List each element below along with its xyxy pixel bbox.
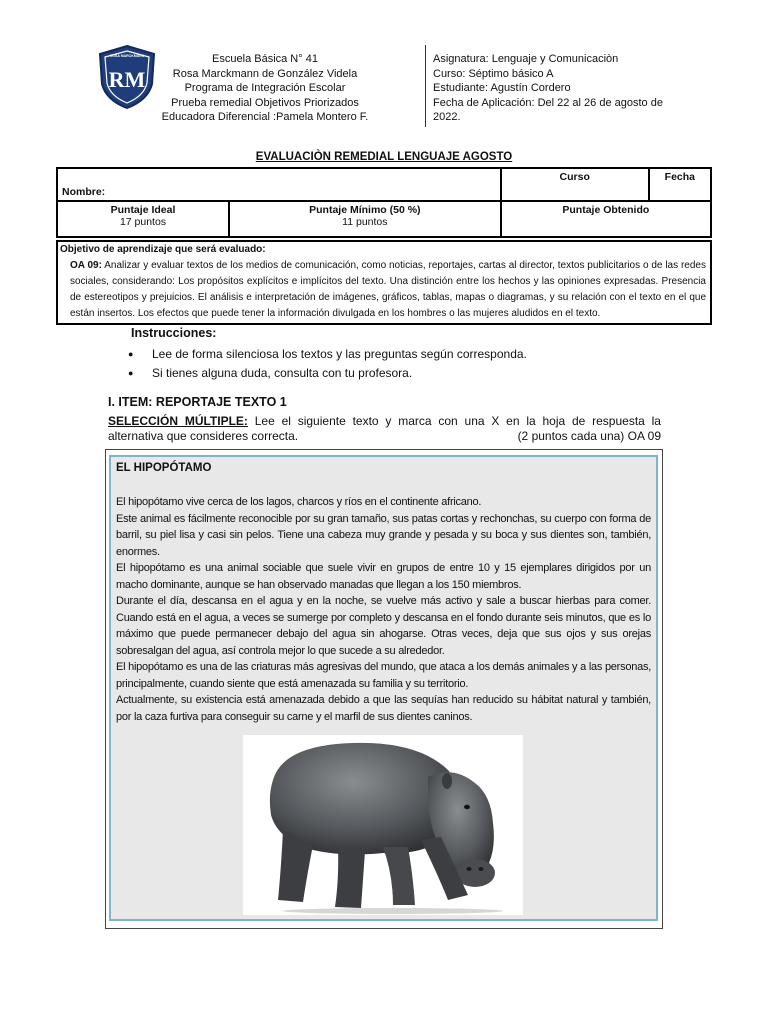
article-paragraph: Durante el día, descansa en el agua y en la noche, se vuelve más activo y sale a buscar hierbas para comer. Cuando está en el agua, a veces se sumerge por completo y descansa en el fondo durante seis minutos, que es lo máximo que puede permanecer debajo del agua sin ahogarse. Otras veces, deja que sus ojos y sus orejas sobresalgan del agua, así controla mejor lo que sucede a su alrededor. bbox=[116, 595, 651, 657]
course-cell[interactable] bbox=[501, 168, 649, 201]
school-line: Prueba remedial Objetivos Priorizados bbox=[171, 96, 359, 109]
course-label: Curso bbox=[559, 171, 590, 183]
student-info-table bbox=[56, 167, 712, 238]
obtained-score-label: Puntaje Obtenido bbox=[562, 204, 650, 216]
name-label: Nombre: bbox=[62, 186, 106, 198]
header-divider bbox=[425, 45, 426, 127]
article-paragraph: El hipopótamo es una de las criaturas más agresivas del mundo, que ataca a los demás animales y a las personas, principalmente, cuando siente que está amenazada su familia y su territorio. bbox=[116, 661, 651, 690]
selection-points: (2 puntos cada una) OA 09 bbox=[517, 429, 661, 443]
school-line: Escuela Básica N° 41 bbox=[212, 53, 318, 65]
student-line: Estudiante: Agustín Cordero bbox=[433, 82, 571, 94]
ideal-score-label: Puntaje Ideal bbox=[110, 204, 176, 216]
instruction-item: ● Si tienes alguna duda, consulta con tu profesora. bbox=[128, 364, 527, 383]
school-logo bbox=[96, 44, 158, 110]
instructions-list bbox=[128, 345, 527, 383]
learning-objective-box bbox=[56, 240, 712, 325]
selection-text: Lee el siguiente texto y marca con una X en la hoja de respuesta la alternativa que consideres correcta. bbox=[108, 414, 661, 443]
instruction-item: ● Lee de forma silenciosa los textos y las preguntas según corresponda. bbox=[128, 345, 527, 364]
date-label: Fecha bbox=[664, 171, 696, 183]
school-line: Rosa Marckmann de González Videla bbox=[172, 67, 358, 80]
ideal-score-cell bbox=[57, 201, 229, 237]
subject-info bbox=[433, 52, 663, 125]
instructions-title: Instrucciones: bbox=[131, 326, 217, 340]
min-score-cell bbox=[229, 201, 501, 237]
article-title: EL HIPOPÓTAMO bbox=[116, 462, 212, 474]
min-score-value: 11 puntos bbox=[342, 216, 388, 228]
article-body bbox=[116, 494, 651, 725]
selection-instructions bbox=[108, 414, 661, 444]
subject-line: Asignatura: Lenguaje y Comunicaciòn bbox=[433, 53, 619, 65]
school-line: Educadora Diferencial :Pamela Montero F. bbox=[161, 111, 369, 123]
selection-label: SELECCIÓN MÚLTIPLE: bbox=[108, 414, 248, 428]
article-paragraph: Actualmente, su existencia está amenazada debido a que las sequías han reducido su hábitat natural y también, por la caza furtiva para conseguir su carne y el marfil de sus dientes caninos. bbox=[116, 694, 651, 723]
article-paragraph: Este animal es fácilmente reconocible por su gran tamaño, sus patas cortas y rechonchas, su cuerpo con forma de barril, su piel lisa y casi sin pelos. Tiene una cabeza muy grande y pesada y su boca y sus dientes son, también, enormes. bbox=[116, 512, 651, 558]
article-paragraph: El hipopótamo es una animal sociable que suele vivir en grupos de entre 10 y 15 ejemplares dirigidos por un macho dominante, aunque se han observado manadas que llegan a los 150 miembros. bbox=[116, 562, 651, 591]
evaluation-title: EVALUACIÒN REMEDIAL LENGUAJE AGOSTO bbox=[255, 151, 513, 163]
hippopotamus-photo bbox=[243, 735, 523, 915]
ideal-score-value: 17 puntos bbox=[119, 216, 167, 228]
logo-arc-text: ROSA MARCKMANN bbox=[109, 54, 145, 58]
item-title: I. ITEM: REPORTAJE TEXTO 1 bbox=[108, 395, 287, 409]
objective-title: Objetivo de aprendizaje que será evaluado: bbox=[60, 244, 266, 255]
article-paragraph: El hipopótamo vive cerca de los lagos, charcos y ríos en el continente africano. bbox=[116, 496, 482, 508]
school-info bbox=[160, 52, 370, 125]
objective-text: Analizar y evaluar textos de los medios de comunicación, como noticias, reportajes, cartas al director, textos publicitarios o de las redes sociales, considerando: Los propósitos explícitos e implícitos del texto. Una distinción entre los hechos y las opiniones expresadas. Presencia de estereotipos y prejuicios. El análisis e interpretación de imágenes, gráficos, tablas, mapas o diagramas, y su relación con el texto en el que están insertos. Los efectos que puede tener la información divulgada en los hombres o las mujeres aludidos en el texto. bbox=[70, 260, 706, 319]
svg-text:RM: RM bbox=[108, 67, 146, 92]
date-cell[interactable] bbox=[649, 168, 711, 201]
school-line: Programa de Integración Escolar bbox=[184, 82, 346, 94]
course-line: Curso: Séptimo básico A bbox=[433, 67, 554, 80]
name-cell[interactable] bbox=[57, 168, 501, 201]
objective-code: OA 09: bbox=[70, 260, 102, 271]
date-line: Fecha de Aplicación: Del 22 al 26 de agosto de 2022. bbox=[433, 96, 663, 123]
objective-body bbox=[70, 258, 706, 322]
min-score-label: Puntaje Mínimo (50 %) bbox=[309, 204, 421, 216]
obtained-score-cell[interactable] bbox=[501, 201, 711, 237]
